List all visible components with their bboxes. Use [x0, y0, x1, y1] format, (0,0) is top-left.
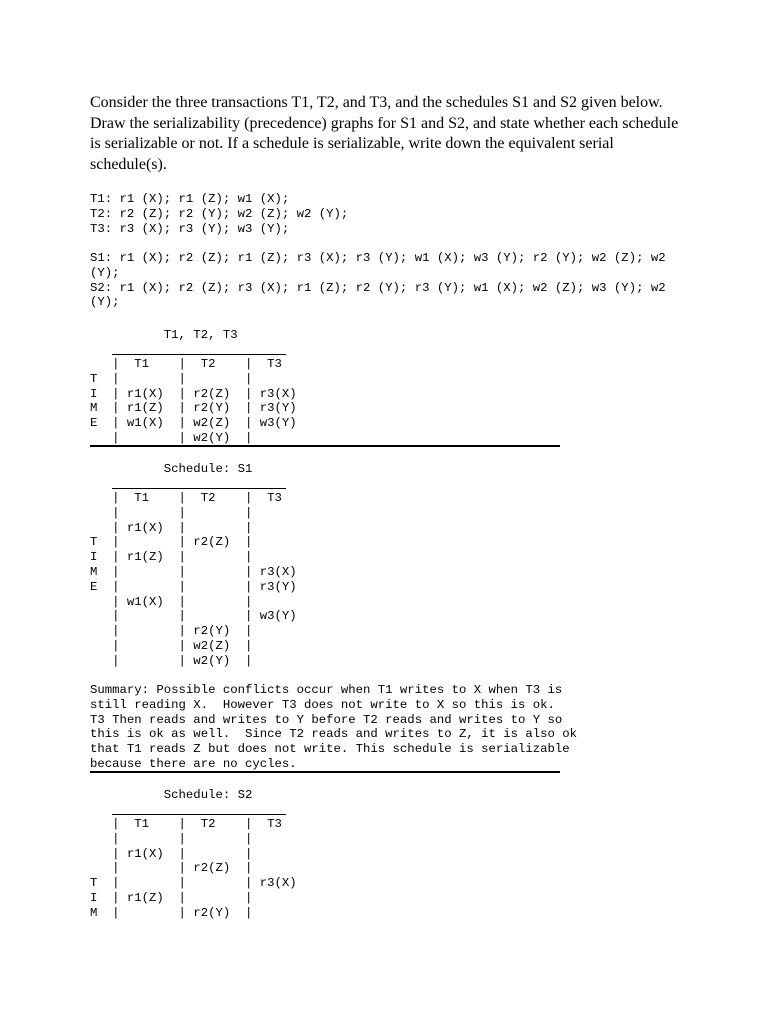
- table-s1-top-line: [112, 488, 286, 489]
- section-divider: [90, 445, 560, 447]
- table-s1-title: Schedule: S1: [90, 462, 253, 476]
- question-text: Consider the three transactions T1, T2, and T3, and the schedules S1 and S2 given below. Draw the serializability (precedence) graphs for S1 and S2, and state whether each schedule is serializable or not. If a schedule is serializable, write down the equivalent serial schedule(s).: [90, 94, 679, 173]
- section-divider: [90, 771, 560, 773]
- table-t123-body: | T1 | T2 | T3 T | | | I | r1(X) | r2(Z) | r3(X) M | r1(Z) | r2(Y) | r3(Y) E | w1(X) | w2(Z) | w3(Y) | | w2(Y) |: [90, 357, 297, 445]
- schedules-listing: S1: r1 (X); r2 (Z); r1 (Z); r3 (X); r3 (Y); w1 (X); w3 (Y); r2 (Y); w2 (Z); w2 (Y); S2: r1 (X); r2 (Z); r3 (X); r1 (Z); r2 (Y); r3 (Y); w1 (X); w2 (Z); w3 (Y); w2 (Y);: [90, 251, 666, 310]
- table-s2-body: | T1 | T2 | T3 | | | | r1(X) | | | | r2(Z) | T | | | r3(X) I | r1(Z) | | M | | r2(Y) |: [90, 817, 297, 920]
- table-s2-top-line: [112, 814, 286, 815]
- table-t123-title: T1, T2, T3: [90, 328, 238, 342]
- summary-text: Summary: Possible conflicts occur when T1 writes to X when T3 is still reading X. However T3 does not write to X so this is ok. T3 Then reads and writes to Y before T2 reads and writes to Y so this is ok as well. Since T2 reads and writes to Z, it is also ok that T1 reads Z but does not write. This schedule is serializable because there are no cycles.: [90, 683, 578, 771]
- table-s2-title: Schedule: S2: [90, 788, 253, 802]
- transactions-listing: T1: r1 (X); r1 (Z); w1 (X); T2: r2 (Z); r2 (Y); w2 (Z); w2 (Y); T3: r3 (X); r3 (Y); w3 (Y);: [90, 192, 349, 236]
- table-s1-body: | T1 | T2 | T3 | | | | r1(X) | | T | | r2(Z) | I | r1(Z) | | M | | | r3(X) E | | | r3(Y) | w1(X) | | | | | w3(Y) | | r2(Y) | | | w2(Z) | | | w2(Y) |: [90, 491, 297, 668]
- table-t123-top-line: [112, 354, 286, 355]
